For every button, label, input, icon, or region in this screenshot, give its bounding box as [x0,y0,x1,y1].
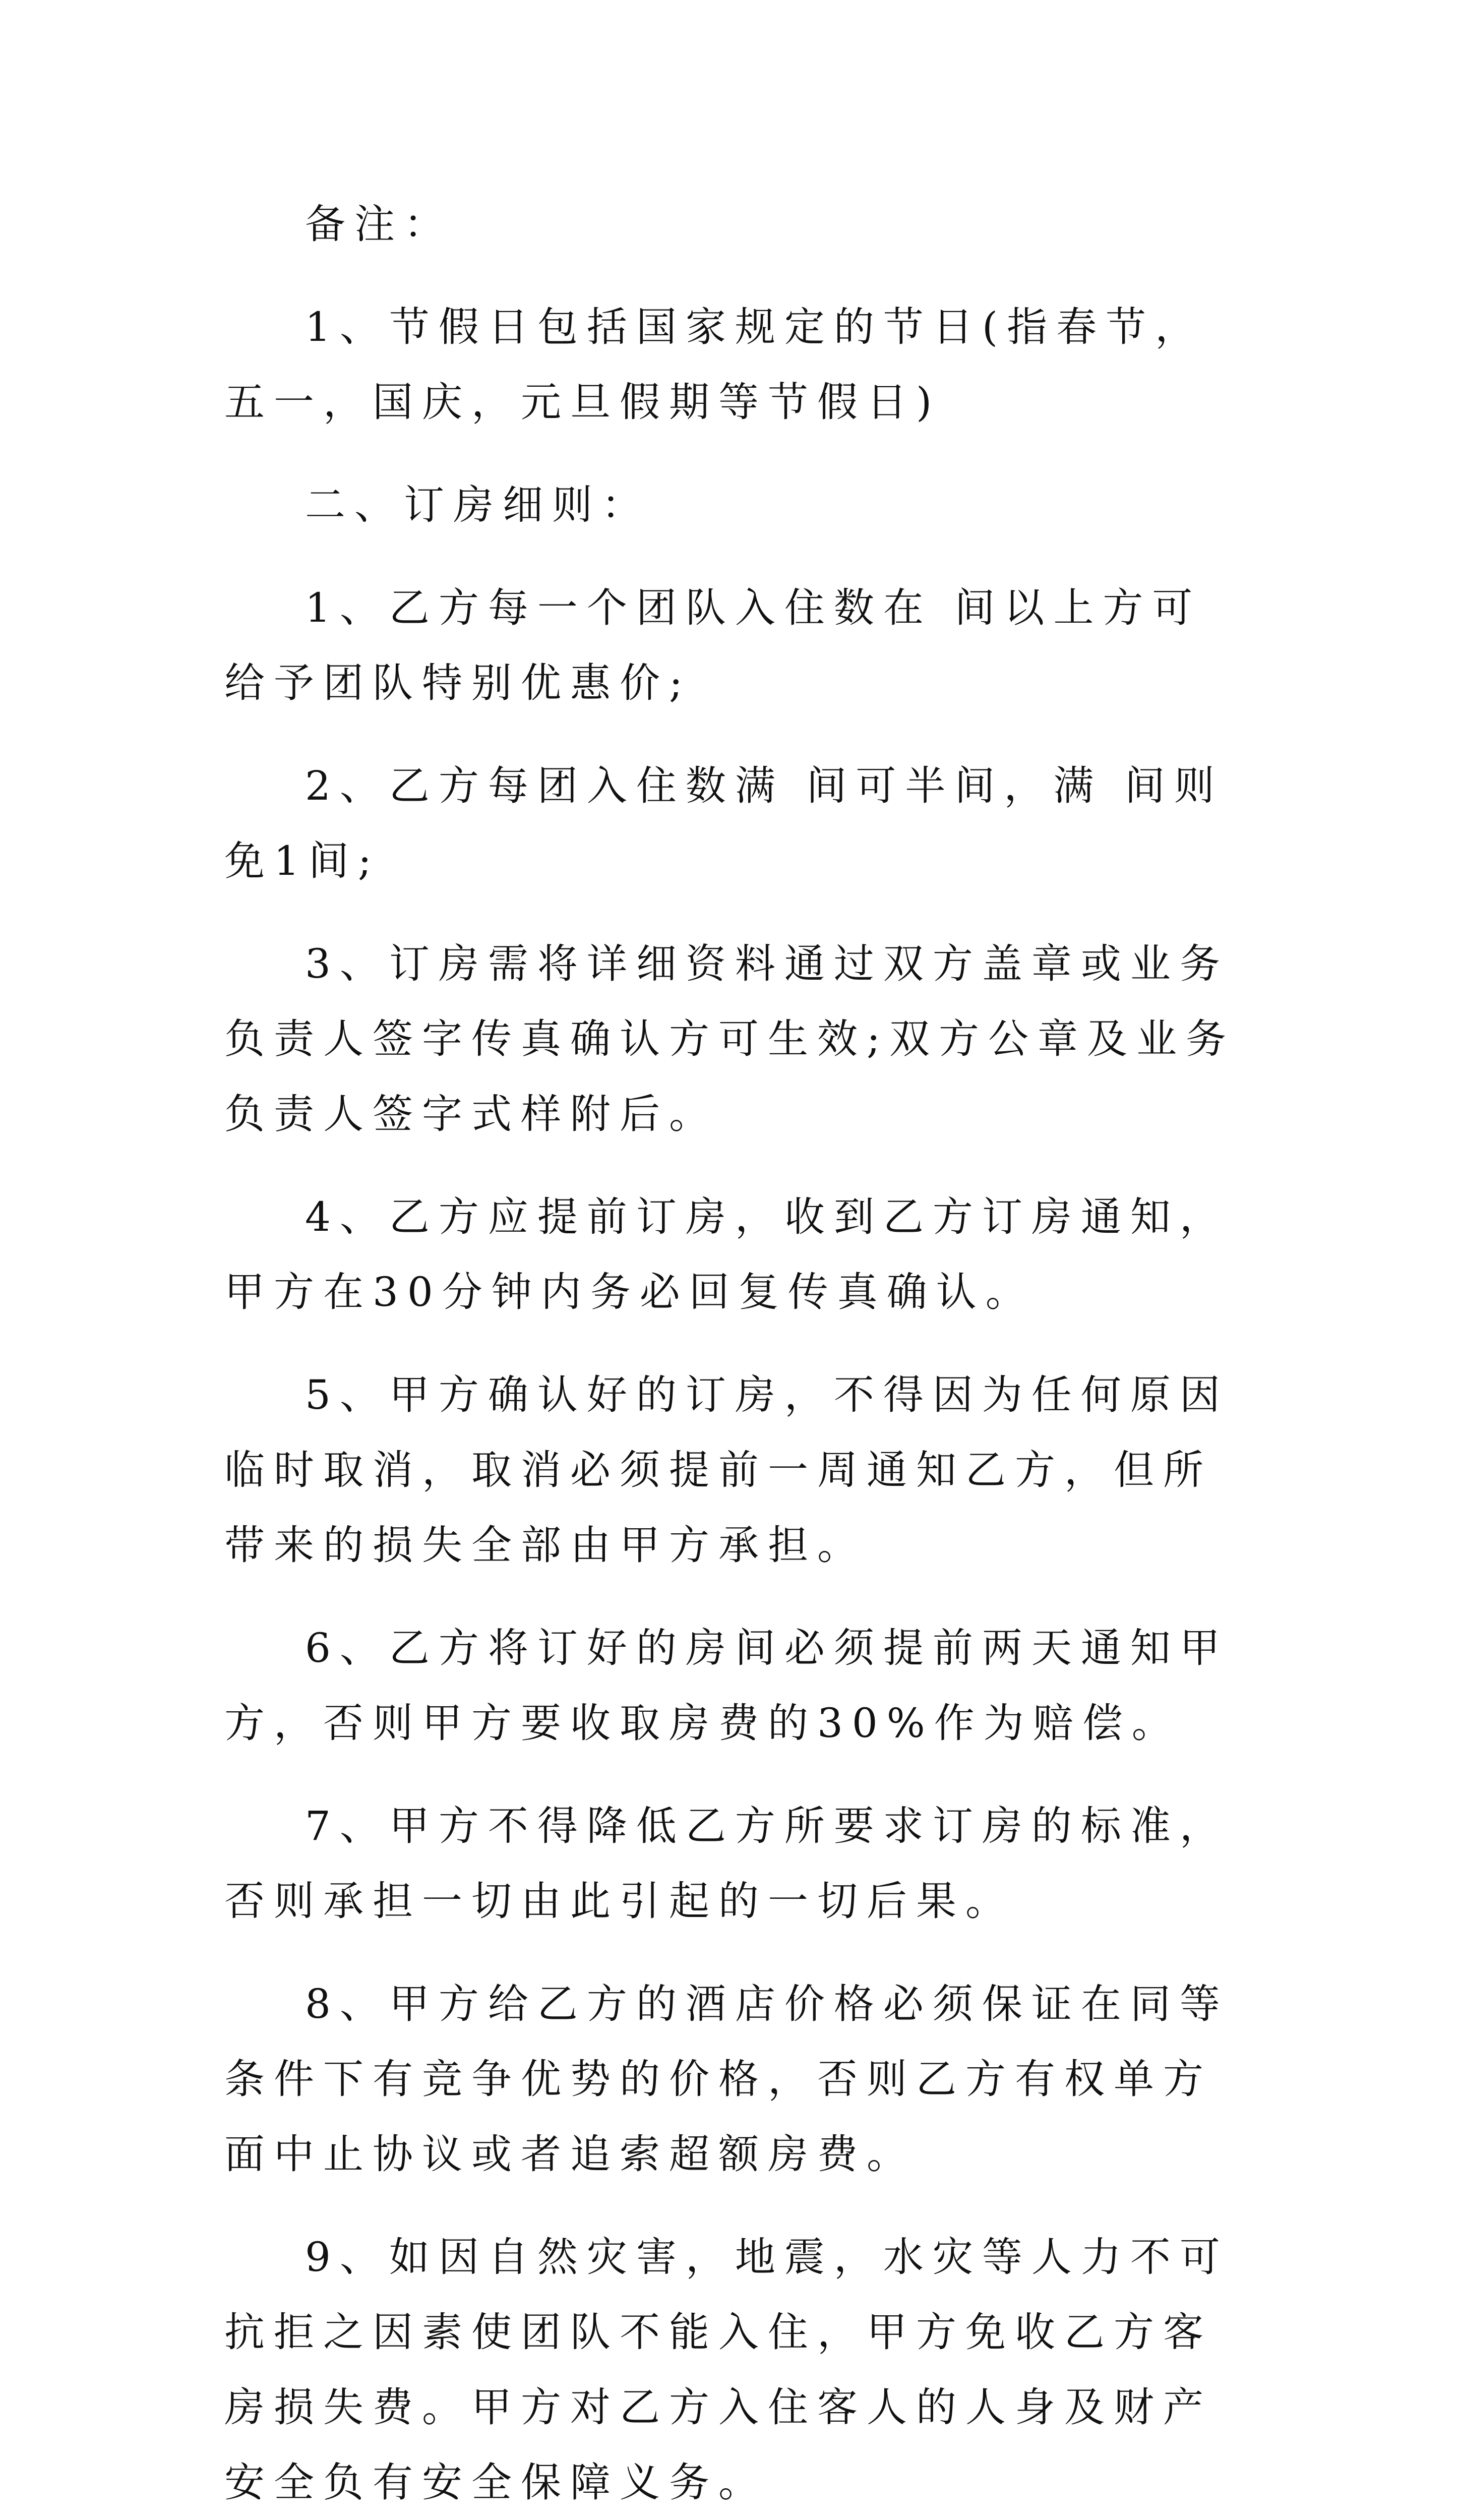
holiday-note: 1、节假日包括国家规定的节日(指春节，五一，国庆，元旦假期等节假日) [224,304,1205,426]
booking-rule-9: 9、如因自然灾害，地震，水灾等人力不可抗拒之因素使团队不能入住，甲方免收乙方客房损失费。甲方对乙方入住客人的人身及财产安全负有安全保障义务。 [224,2234,1229,2506]
booking-rule-5: 5、甲方确认好的订房，不得因为任何原因临时取消，取消必须提前一周通知乙方，但所带来的损失全部由甲方承担。 [224,1371,1229,1569]
remarks-heading: 备注： [305,201,453,248]
booking-rule-2: 2、乙方每团入住数满 间可半间，满 间则免1间; [224,762,1224,884]
document-body [224,187,1248,2520]
booking-rule-8: 8、甲方给乙方的酒店价格必须保证在同等条件下有竞争优势的价格，否则乙方有权单方面中止协议或者追索超额房费。 [224,1981,1229,2178]
booking-rule-3: 3、订房需将详细资料通过双方盖章或业务负责人签字传真确认方可生效;双方公章及业务负责人签字式样附后。 [224,940,1235,1137]
booking-rule-1: 1、乙方每一个团队入住数在 间以上方可给予团队特别优惠价; [224,584,1202,706]
booking-rule-7: 7、甲方不得降低乙方所要求订房的标准，否则承担一切由此引起的一切后果。 [224,1803,1229,1925]
section-heading-booking-rules: 二、订房细则： [305,482,651,528]
booking-rule-6: 6、乙方将订好的房间必须提前两天通知甲方，否则甲方要收取房费的30%作为赔偿。 [224,1625,1229,1747]
booking-rule-4: 4、乙方应提前订房，收到乙方订房通知，甲方在30分钟内务必回复传真确认。 [224,1193,1229,1315]
